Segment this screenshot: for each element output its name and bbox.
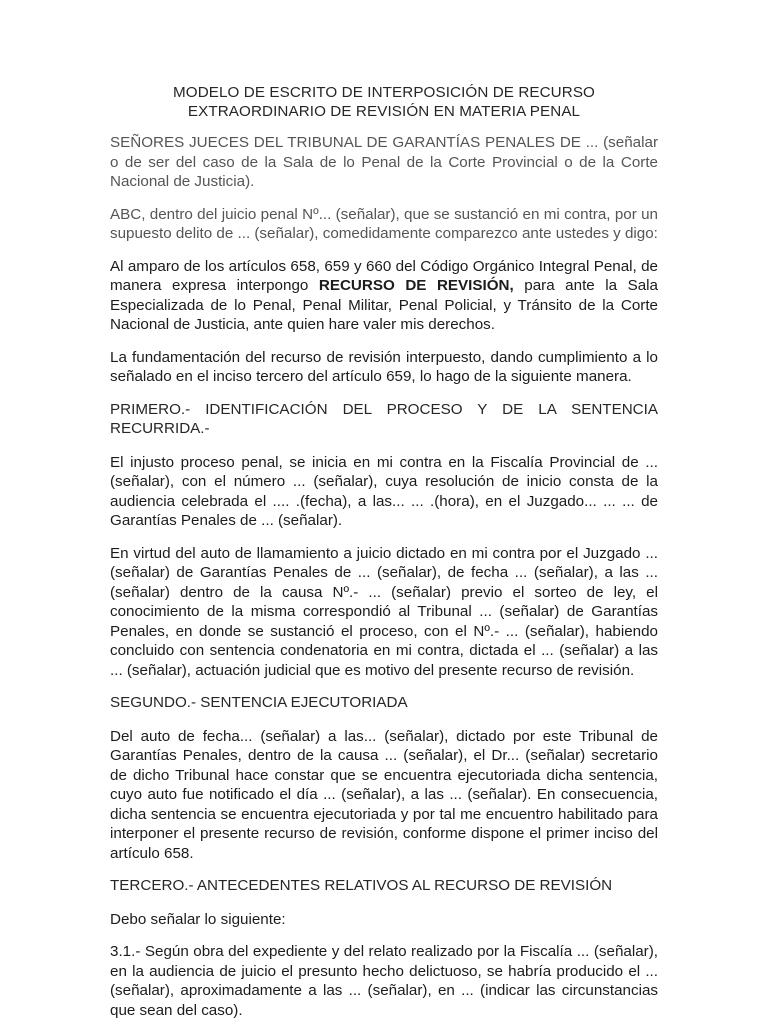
legal-basis-paragraph <box>110 257 658 335</box>
section-1-heading: PRIMERO.- IDENTIFICACIÓN DEL PROCESO Y DE LA SENTENCIA RECURRIDA.- <box>110 400 658 437</box>
title-line-1: MODELO DE ESCRITO DE INTERPOSICIÓN DE RECURSO <box>173 84 595 101</box>
intro-paragraph: ABC, dentro del juicio penal Nº... (señalar), que se sustanció en mi contra, por un supuesto delito de ... (señalar), comedidamente comparezco ante ustedes y digo: <box>110 205 658 242</box>
fundamentation-paragraph: La fundamentación del recurso de revisión interpuesto, dando cumplimiento a lo señalado en el inciso tercero del artículo 659, lo hago de la siguiente manera. <box>110 348 658 385</box>
section-1-paragraph-1: El injusto proceso penal, se inicia en mi contra en la Fiscalía Provincial de ... (señalar), con el número ... (señalar), cuya resolución de inicio consta de la audiencia celebrada el .... .(fecha), a las... ... .(hora), en el Juzgado... ... ... de Garantías Penales de ... (señalar). <box>110 453 658 529</box>
section-2-heading: SEGUNDO.- SENTENCIA EJECUTORIADA <box>110 694 408 711</box>
section-3-paragraph-1: 3.1.- Según obra del expediente y del relato realizado por la Fiscalía ... (señalar), en la audiencia de juicio el presunto hecho delictuoso, se habría producido el ... (señalar), aproximadamente a las ... (señalar), en ... (indicar las circunstancias que sean del caso). <box>110 943 658 1019</box>
legal-basis-text-before: Al amparo de los artículos 658, 659 y 660 del Código Orgánico Integral Penal, de manera expresa interpongo <box>110 257 658 294</box>
document-title <box>110 83 658 121</box>
addressee-paragraph: SEÑORES JUECES DEL TRIBUNAL DE GARANTÍAS PENALES DE ... (señalar o de ser del caso de la Sala de lo Penal de la Corte Provincial o de la Corte Nacional de Justicia). <box>110 134 658 190</box>
section-3-heading: TERCERO.- ANTECEDENTES RELATIVOS AL RECURSO DE REVISIÓN <box>110 877 613 894</box>
title-line-2: EXTRAORDINARIO DE REVISIÓN EN MATERIA PENAL <box>187 103 581 120</box>
legal-basis-bold-text: RECURSO DE REVISIÓN, <box>318 277 514 294</box>
section-1-paragraph-2: En virtud del auto de llamamiento a juicio dictado en mi contra por el Juzgado ... (señalar) de Garantías Penales de ... (señalar), de fecha ... (señalar), a las ... (señalar) dentro de la causa Nº.- ... (señalar) previo el sorteo de ley, el conocimiento de la misma correspondió al Tribunal ... (señalar) de Garantías Penales, en donde se sustanció el proceso, con el Nº.- ... (señalar), habiendo concluido con sentencia condenatoria en mi contra, dictada el ... (señalar) a las ... (señalar), actuación judicial que es motivo del presente recurso de revisión. <box>110 544 658 679</box>
section-2-paragraph-1: Del auto de fecha... (señalar) a las... (señalar), dictado por este Tribunal de Garantías Penales, dentro de la causa ... (señalar), el Dr... (señalar) secretario de dicho Tribunal hace constar que se encuentra ejecutoriada dicha sentencia, cuyo auto fue notificado el día ... (señalar), a las ... (señalar). En consecuencia, dicha sentencia se encuentra ejecutoriada y por tal me encuentro habilitado para interponer el presente recurso de revisión, conforme dispone el primer inciso del artículo 658. <box>110 727 658 862</box>
legal-basis-text-after: para ante la Sala Especializada de lo Penal, Penal Militar, Penal Policial, y Tránsito de la Corte Nacional de Justicia, ante quien hare valer mis derechos. <box>110 277 658 333</box>
section-3-intro: Debo señalar lo siguiente: <box>110 910 286 928</box>
